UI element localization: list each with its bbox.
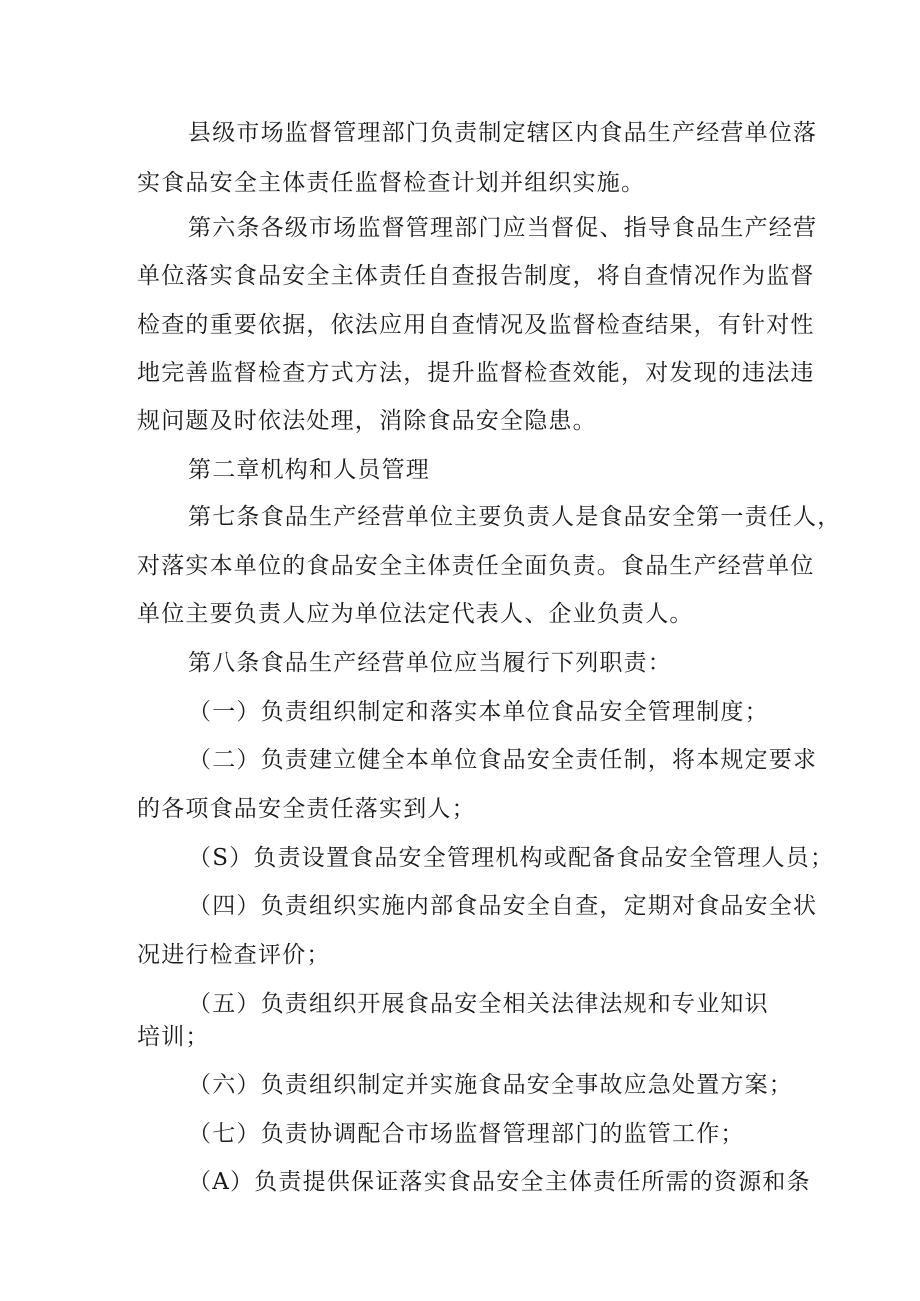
list-item: （五）负责组织开展食品安全相关法律法规和专业知识 — [188, 991, 769, 1017]
text-line: 规问题及时依法处理，消除食品安全隐患。 — [137, 408, 597, 434]
list-item: （四）负责组织实施内部食品安全自查，定期对食品安全状 — [188, 893, 818, 919]
text-line: 第八条食品生产经营单位应当履行下列职责： — [188, 650, 672, 676]
list-item: （二）负责建立健全本单位食品安全责任制，将本规定要求 — [188, 747, 818, 773]
section-heading: 第二章机构和人员管理 — [188, 457, 430, 483]
text-line: 地完善监督检查方式方法，提升监督检查效能，对发现的违法违 — [137, 360, 815, 386]
list-item-continuation: 培训； — [137, 1024, 210, 1050]
list-item: （六）负责组织制定并实施食品安全事故应急处置方案； — [188, 1072, 793, 1098]
text-line: 实食品安全主体责任监督检查计划并组织实施。 — [137, 170, 646, 196]
text-line: 第六条各级市场监督管理部门应当督促、指导食品生产经营 — [188, 215, 818, 241]
text-line: 单位落实食品安全主体责任自查报告制度，将自查情况作为监督 — [137, 263, 815, 289]
text-line: 对落实本单位的食品安全主体责任全面负责。食品生产经营单位 — [137, 553, 815, 579]
text-line: 检查的重要依据，依法应用自查情况及监督检查结果，有针对性 — [137, 312, 815, 338]
text-line: 县级市场监督管理部门负责制定辖区内食品生产经营单位落 — [188, 120, 818, 146]
list-item: （S）负责设置食品安全管理机构或配备食品安全管理人员； — [188, 845, 835, 871]
list-item-continuation: 况进行检查评价； — [137, 942, 331, 968]
list-item: （七）负责协调配合市场监督管理部门的监管工作； — [188, 1121, 745, 1147]
list-item: （A）负责提供保证落实食品安全主体责任所需的资源和条 — [188, 1169, 811, 1195]
list-item-continuation: 的各项食品安全责任落实到人； — [137, 796, 476, 822]
text-line: 单位主要负责人应为单位法定代表人、企业负责人。 — [137, 601, 694, 627]
list-item: （一）负责组织制定和落实本单位食品安全管理制度； — [188, 699, 769, 725]
text-line: 第七条食品生产经营单位主要负责人是食品安全第一责任人， — [188, 504, 842, 530]
